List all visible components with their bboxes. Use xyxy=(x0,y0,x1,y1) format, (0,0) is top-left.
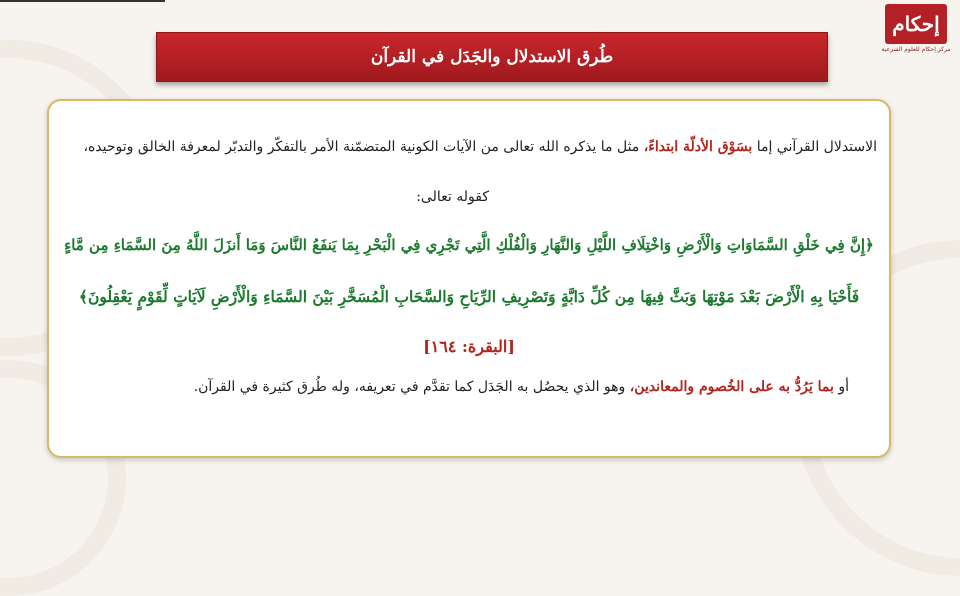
closing-highlight: بما يَرُدُّ به على الخُصوم والمعاندين، xyxy=(629,379,834,395)
intro-paragraph xyxy=(61,139,877,155)
top-rule xyxy=(0,0,165,2)
logo-mark: إحكام xyxy=(885,4,947,44)
content-panel xyxy=(47,99,891,458)
logo-subtitle: مركز إحكام للعلوم الشرعية xyxy=(881,46,951,53)
intro-before: الاستدلال القرآني إما xyxy=(756,139,877,155)
verse-line-1: ﴿إِنَّ فِي خَلْقِ السَّمَاوَاتِ وَالْأَرْضِ وَاخْتِلَافِ اللَّيْلِ وَالنَّهَارِ وَالْفُلْكِ الَّتِي تَجْرِي فِي الْبَحْرِ بِمَا يَنفَعُ النَّاسَ وَمَا أَنزَلَ اللَّهُ مِنَ السَّمَاءِ مِن مَّاءٍ xyxy=(64,236,874,254)
verse-line-2: فَأَحْيَا بِهِ الْأَرْضَ بَعْدَ مَوْتِهَا وَبَثَّ فِيهَا مِن كُلِّ دَابَّةٍ وَتَصْرِيفِ الرِّيَاحِ وَالسَّحَابِ الْمُسَخَّرِ بَيْنَ السَّمَاءِ وَالْأَرْضِ لَآيَاتٍ لِّقَوْمٍ يَعْقِلُونَ﴾ xyxy=(78,287,860,306)
slide-title: طُرق الاستدلال والجَدَل في القرآن xyxy=(370,47,614,67)
closing-paragraph xyxy=(61,379,849,395)
verse-lead: كقوله تعالى: xyxy=(416,189,489,205)
closing-after: وهو الذي يحصُل به الجَدَل كما تقدَّم في تعريفه، وله طُرق كثيرة في القرآن. xyxy=(193,379,626,395)
slide-title-banner xyxy=(156,32,828,82)
closing-before: أو xyxy=(838,379,849,395)
brand-logo xyxy=(882,4,950,62)
verse-reference: [البقرة: ١٦٤] xyxy=(423,337,515,356)
intro-highlight: بسَوْق الأدلّة ابتداءً، xyxy=(643,139,753,155)
intro-after: مثل ما يذكره الله تعالى من الآيات الكونية المتضمّنة الأمر بالتفكّر والتدبّر لمعرفة الخالق وتوحيده، xyxy=(83,139,640,155)
